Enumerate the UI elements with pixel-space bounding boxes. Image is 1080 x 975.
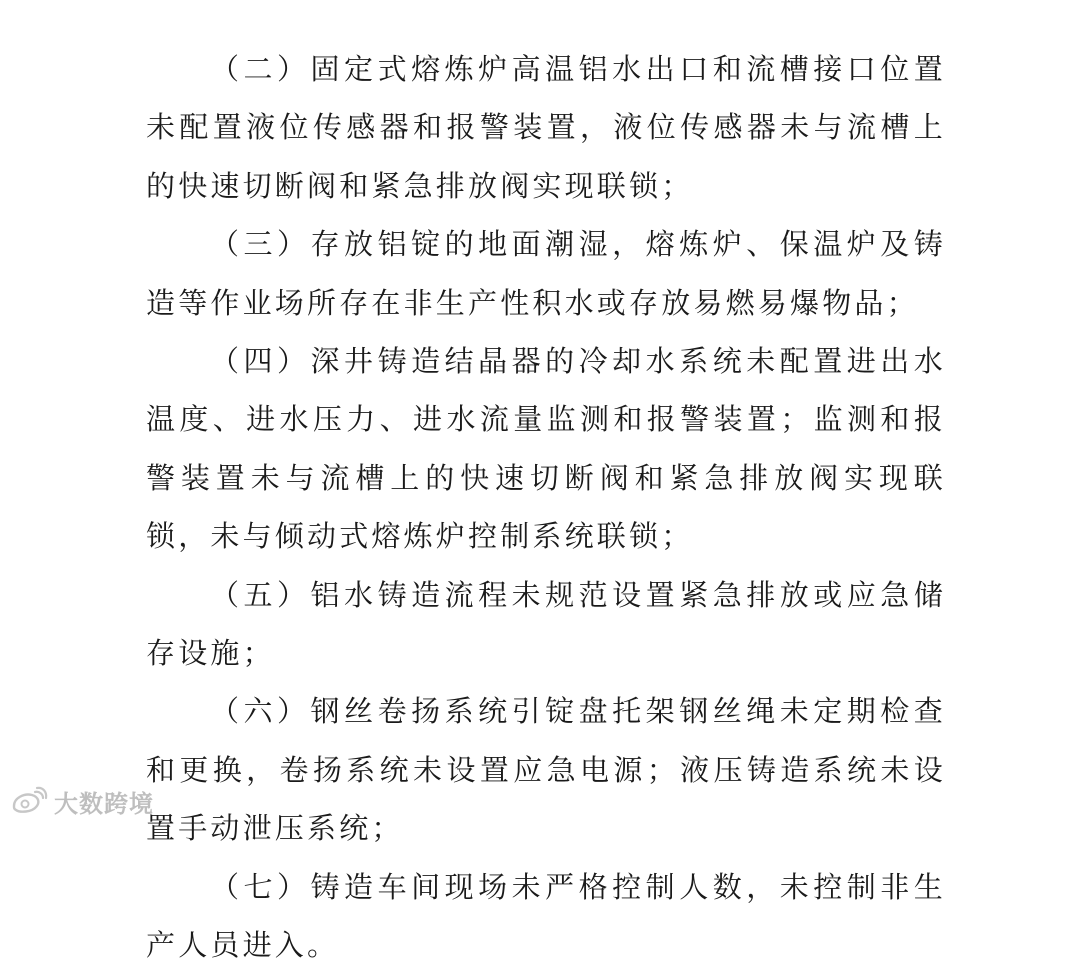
paragraph-item-5: （五）铝水铸造流程未规范设置紧急排放或应急储存设施； bbox=[146, 577, 946, 671]
watermark-text: 大数跨境 bbox=[54, 789, 154, 818]
watermark bbox=[8, 784, 154, 818]
weibo-logo-icon bbox=[8, 786, 48, 816]
paragraph-item-3: （三）存放铝锭的地面潮湿，熔炼炉、保温炉及铸造等作业场所存在非生产性积水或存放易燃易爆物品； bbox=[146, 227, 946, 320]
paragraph-item-6: （六）钢丝卷扬系统引锭盘托架钢丝绳未定期检查和更换，卷扬系统未设置应急电源；液压铸造系统未设置手动泄压系统； bbox=[146, 694, 946, 846]
paragraph-item-2: （二）固定式熔炼炉高温铝水出口和流槽接口位置未配置液位传感器和报警装置，液位传感器未与流槽上的快速切断阀和紧急排放阀实现联锁； bbox=[146, 52, 946, 203]
paragraph-item-7: （七）铸造车间现场未严格控制人数，未控制非生产人员进入。 bbox=[146, 869, 946, 963]
paragraph-item-4: （四）深井铸造结晶器的冷却水系统未配置进出水温度、进水压力、进水流量监测和报警装置；监测和报警装置未与流槽上的快速切断阀和紧急排放阀实现联锁，未与倾动式熔炼炉控制系统联锁； bbox=[146, 344, 946, 554]
document-body bbox=[146, 40, 946, 975]
